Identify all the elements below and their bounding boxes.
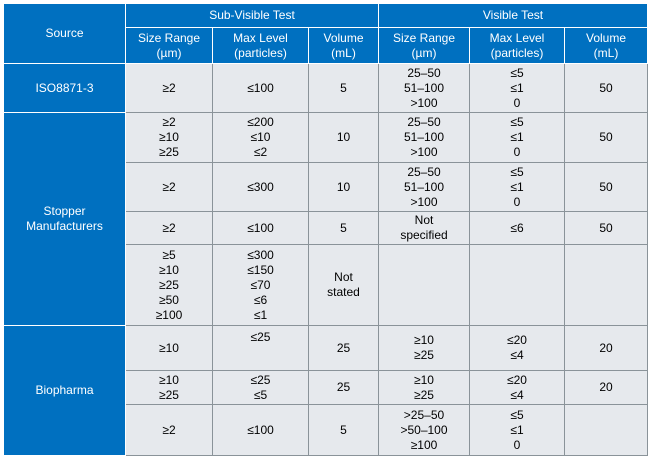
sv-size-cell (126, 212, 213, 245)
cell-line: ≥2 (162, 115, 176, 129)
sv-size-cell (126, 245, 213, 326)
cell-line: ≤5 (253, 387, 268, 402)
v-size-cell (379, 163, 470, 212)
cell-line: 25–50 (407, 115, 441, 129)
v-size-cell (379, 405, 470, 456)
v-volume-cell (565, 405, 648, 456)
v-max-cell (470, 405, 565, 456)
cell-line: 51–100 (403, 179, 445, 194)
cell-line: 51–100 (403, 80, 445, 95)
v-max-level-header: Max Level (particles) (470, 28, 565, 64)
v-size-cell (379, 113, 470, 163)
cell-line: ≤5 (510, 164, 524, 179)
cell-line: 25–50 (407, 65, 441, 80)
source-biopharma: Biopharma (4, 326, 126, 456)
sv-volume-cell (309, 212, 379, 245)
v-size-cell (379, 245, 470, 326)
cell-line: ≤100 (247, 80, 274, 95)
v-max-cell (470, 326, 565, 371)
cell-line: ≤20 (507, 333, 527, 347)
v-size-cell (379, 326, 470, 371)
v-volume-cell (565, 371, 648, 405)
cell-line: ≥2 (162, 422, 176, 437)
cell-line: ≥10 (414, 372, 434, 387)
cell-line: ≥100 (155, 307, 183, 322)
table-row (4, 113, 648, 163)
v-volume-cell (565, 212, 648, 245)
cell-line: ≤1 (253, 307, 268, 322)
cell-line: 50 (599, 220, 613, 235)
v-max-cell (470, 245, 565, 326)
header-row-groups (4, 4, 648, 28)
cell-line: 50 (599, 80, 613, 95)
source-iso8871: ISO8871-3 (4, 64, 126, 113)
v-size-cell (379, 371, 470, 405)
cell-line: ≤1 (510, 422, 524, 437)
sv-volume-cell (309, 326, 379, 371)
sv-max-level-header: Max Level (particles) (213, 28, 309, 64)
sv-max-cell (213, 371, 309, 405)
source-stopper-manufacturers: Stopper Manufacturers (4, 113, 126, 326)
cell-line: ≥25 (159, 387, 179, 402)
cell-line: 20 (599, 340, 613, 355)
v-max-cell (470, 163, 565, 212)
cell-line: 5 (340, 422, 347, 437)
cell-line: stated (327, 285, 360, 299)
cell-line: 5 (340, 220, 347, 235)
cell-line: ≤4 (510, 387, 524, 402)
cell-line: 0 (513, 194, 521, 209)
v-volume-cell (565, 64, 648, 113)
cell-line: 51–100 (403, 130, 445, 144)
cell-line: ≥10 (159, 262, 179, 277)
cell-line: ≥25 (159, 277, 179, 292)
cell-line: ≤70 (250, 277, 271, 292)
v-size-cell (379, 212, 470, 245)
table-row (4, 64, 648, 113)
cell-line: 25 (336, 380, 351, 394)
cell-line: specified (400, 228, 448, 242)
v-max-cell (470, 64, 565, 113)
cell-line: ≥10 (159, 372, 179, 387)
sv-max-cell (213, 64, 309, 113)
cell-line: ≤100 (247, 422, 274, 437)
cell-line: ≥10 (414, 333, 434, 347)
cell-line: ≥25 (159, 145, 179, 159)
cell-line: ≥100 (410, 437, 438, 452)
cell-line: 10 (336, 130, 351, 144)
sv-max-cell (213, 405, 309, 456)
sv-size-cell (126, 371, 213, 405)
cell-line: 0 (513, 145, 521, 159)
cell-line: ≥2 (162, 179, 176, 194)
sv-max-cell (213, 113, 309, 163)
cell-line: ≤150 (247, 262, 274, 277)
sv-volume-header: Volume (mL) (309, 28, 379, 64)
cell-line: ≥25 (414, 348, 434, 362)
sv-size-cell (126, 405, 213, 456)
cell-line: ≤1 (510, 130, 524, 144)
cell-line: ≤6 (253, 292, 268, 307)
sv-size-cell (126, 113, 213, 163)
sub-visible-test-header: Sub-Visible Test (126, 4, 379, 28)
sv-size-cell (126, 64, 213, 113)
cell-line: >100 (410, 95, 438, 110)
cell-line: ≤200 (247, 115, 274, 129)
v-volume-header: Volume (mL) (565, 28, 648, 64)
sv-volume-cell (309, 163, 379, 212)
cell-line: 50 (599, 179, 613, 194)
particle-limits-table (3, 3, 648, 456)
cell-line: ≥25 (414, 387, 434, 402)
cell-line: Not (414, 213, 434, 227)
cell-line: ≤2 (253, 145, 268, 159)
v-max-cell (470, 113, 565, 163)
sv-size-range-header: Size Range (µm) (126, 28, 213, 64)
cell-line: ≤6 (510, 220, 524, 235)
cell-line: ≤4 (510, 348, 524, 362)
cell-line: ≤300 (247, 179, 274, 194)
cell-line: ≥5 (162, 247, 176, 262)
cell-line: ≤300 (247, 247, 274, 262)
cell-line: ≥50 (159, 292, 179, 307)
cell-line: 0 (513, 95, 521, 110)
v-volume-cell (565, 113, 648, 163)
sv-max-cell (213, 326, 309, 371)
cell-line: ≤20 (507, 372, 527, 387)
source-header: Source (4, 4, 126, 64)
cell-line: ≥2 (162, 80, 176, 95)
sv-volume-cell (309, 371, 379, 405)
cell-line: ≤1 (510, 179, 524, 194)
cell-line: Not (334, 270, 353, 284)
v-size-cell (379, 64, 470, 113)
cell-line: >50–100 (400, 422, 448, 437)
cell-line: ≤1 (510, 80, 524, 95)
cell-line: ≤25 (250, 330, 271, 344)
cell-line: ≤100 (247, 220, 274, 235)
cell-line: 50 (599, 130, 613, 144)
cell-line: ≤5 (510, 115, 524, 129)
cell-line: ≤5 (510, 65, 524, 80)
cell-line: ≤10 (250, 130, 271, 144)
v-max-cell (470, 212, 565, 245)
cell-line: ≤5 (510, 407, 524, 422)
cell-line: ≥10 (159, 130, 179, 144)
v-max-cell (470, 371, 565, 405)
cell-line: 0 (513, 437, 521, 452)
v-size-range-header: Size Range (µm) (379, 28, 470, 64)
cell-line: 20 (599, 380, 613, 394)
sv-volume-cell (309, 405, 379, 456)
cell-line: 25–50 (407, 164, 441, 179)
sv-size-cell (126, 326, 213, 371)
cell-line: >100 (410, 145, 438, 159)
v-volume-cell (565, 245, 648, 326)
cell-line: ≤25 (250, 372, 271, 387)
cell-line: 10 (336, 179, 351, 194)
cell-line: >25–50 (403, 407, 445, 422)
cell-line: ≥2 (162, 220, 176, 235)
sv-volume-cell (309, 113, 379, 163)
sv-max-cell (213, 163, 309, 212)
sv-max-cell (213, 212, 309, 245)
cell-line: ≥10 (159, 340, 179, 355)
sv-max-cell (213, 245, 309, 326)
sv-volume-cell (309, 245, 379, 326)
cell-line: 5 (340, 80, 347, 95)
sv-volume-cell (309, 64, 379, 113)
v-volume-cell (565, 163, 648, 212)
sv-size-cell (126, 163, 213, 212)
cell-line: 25 (336, 340, 351, 355)
table-row (4, 326, 648, 371)
cell-line: >100 (410, 194, 438, 209)
v-volume-cell (565, 326, 648, 371)
visible-test-header: Visible Test (379, 4, 648, 28)
